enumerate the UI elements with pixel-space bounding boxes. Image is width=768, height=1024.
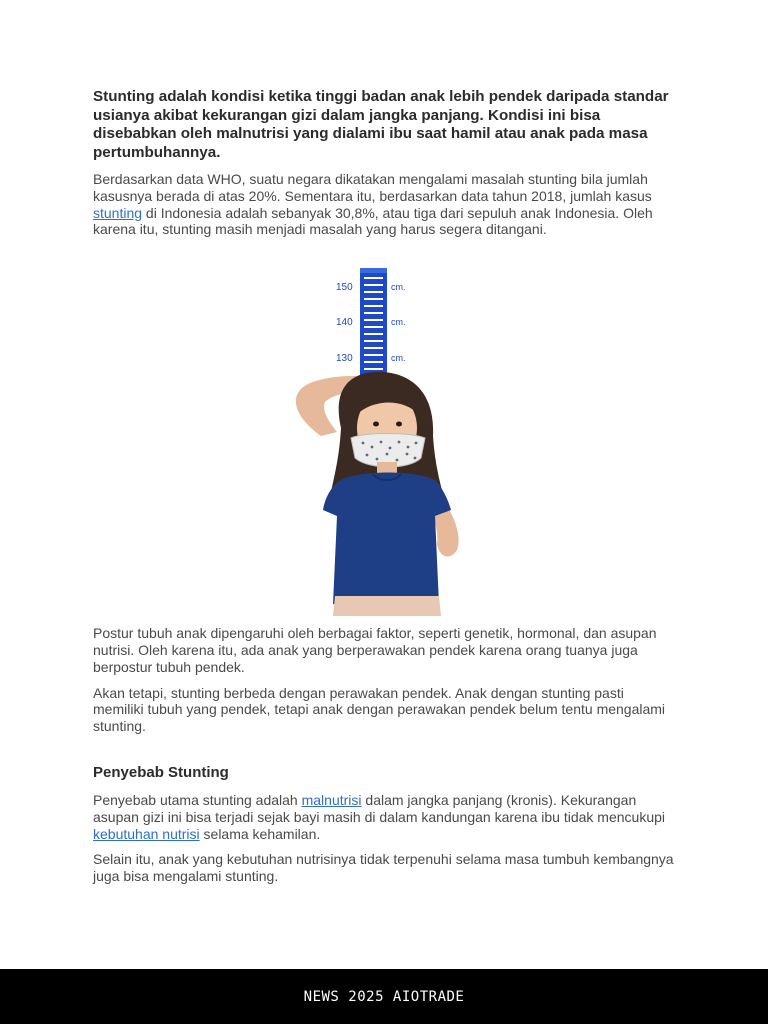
paragraph-difference: Akan tetapi, stunting berbeda dengan perawakan pendek. Anak dengan stunting pasti memiliki tubuh yang pendek, tetapi anak dengan perawakan pendek belum tentu mengalami stunting. [93,684,666,735]
paragraph-text: selama kehamilan. [199,825,321,842]
paragraph-text: Penyebab utama stunting adalah [93,791,302,808]
child-with-height-ruler-image [93,266,678,616]
paragraph-text: Berdasarkan data WHO, suatu negara dikatakan mengalami masalah stunting bila jumlah kasusnya berada di atas 20%. Sementara itu, berdasarkan data tahun 2018, jumlah kasus [93,171,652,204]
paragraph-text: di Indonesia adalah sebanyak 30,8%, atau tiga dari sepuluh anak Indonesia. Oleh karena itu, stunting masih menjadi masalah yang harus segera ditangani. [93,204,653,238]
ruler-unit: cm. [391,317,406,328]
footer-bar [0,969,768,1024]
child-figure [296,372,459,616]
ruler-label: 150 [336,282,353,294]
child-height-illustration [93,266,678,616]
article [93,88,678,894]
stunting-link[interactable]: stunting [93,204,143,221]
paragraph-causes [93,792,678,842]
paragraph-nutrition-needs: Selain itu, anak yang kebutuhan nutrisinya tidak terpenuhi selama masa tumbuh kembangnya juga bisa mengalami stunting. [93,851,674,885]
paragraph-posture: Postur tubuh anak dipengaruhi oleh berbagai faktor, seperti genetik, hormonal, dan asupan nutrisi. Oleh karena itu, ada anak yang berperawakan pendek karena orang tuanya juga berpostur tubuh pendek. [93,625,657,675]
kebutuhan-nutrisi-link[interactable]: kebutuhan nutrisi [93,825,200,842]
paragraph-text: dalam jangka panjang (kronis). Kekurangan asupan gizi ini bisa terjadi sejak bayi masih di dalam kandungan karena ibu tidak mencukupi [93,791,666,825]
ruler-label: 140 [336,317,353,329]
ruler-label: 130 [336,353,353,365]
section-title-penyebab: Penyebab Stunting [93,763,229,781]
ruler-unit: cm. [391,282,406,293]
article-lead: Stunting adalah kondisi ketika tinggi badan anak lebih pendek daripada standar usianya akibat kekurangan gizi dalam jangka panjang. Kondisi ini bisa disebabkan oleh malnutrisi yang dialami ibu saat hamil atau anak pada masa pertumbuhannya. [93,88,669,161]
height-ruler [336,268,406,376]
footer-text: NEWS 2025 AIOTRADE [303,988,465,1005]
ruler-unit: cm. [391,353,406,364]
malnutrisi-link[interactable]: malnutrisi [301,791,362,808]
paragraph-who-data [93,171,678,238]
